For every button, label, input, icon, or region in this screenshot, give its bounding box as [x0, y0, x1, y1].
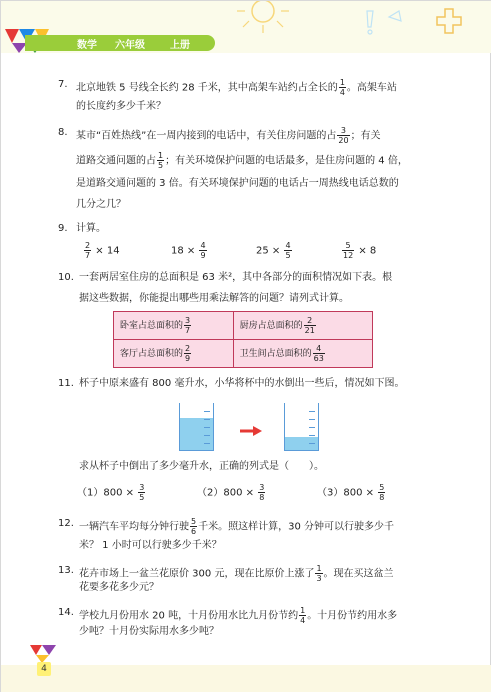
- q12-line2: 米？ 1 小时可以行驶多少千米？: [79, 540, 222, 551]
- header-grade: 六年级: [115, 40, 145, 51]
- q8-line2: 道路交通问题的占 $\frac{1}{5}$ ；有关环境保护问题的电话最多，是住房问题的 4 倍，: [76, 151, 408, 170]
- q9-item-3: 25 × $\frac{4}{5}$: [256, 241, 291, 260]
- q7-line1: [76, 78, 397, 97]
- q11-question: 求从杯子中倒出了多少毫升水，正确的列式是（ ）。: [79, 461, 324, 472]
- q7-fraction: $\frac{1}{4}$: [339, 78, 345, 97]
- q14-label: 14.: [58, 607, 74, 618]
- table-cell: 卧室占总面积的 $\frac{3}{7}$: [114, 312, 234, 340]
- q14-line1: 学校九月份用水 20 吨，十月份用水比九月份节约 $\frac{1}{4}$ 。十月份节约用水多: [79, 606, 398, 625]
- q9-label: 9.: [58, 223, 68, 234]
- q14-fraction: $\frac{1}{4}$: [300, 606, 306, 625]
- q9-item-2: 18 × $\frac{4}{9}$: [171, 241, 206, 260]
- q13-line1: 花卉市场上一盆兰花原价 300 元，现在比原价上涨了 $\frac{1}{3}$ 。现在买这盆兰: [79, 564, 394, 583]
- q13-fraction: $\frac{1}{3}$: [316, 564, 322, 583]
- q8-fraction-1: $\frac{3}{20}$: [338, 126, 349, 145]
- table-row: [114, 340, 373, 368]
- beaker-before: [179, 403, 214, 451]
- q14-line2: 少吨？十月份实际用水多少吨？: [79, 626, 219, 637]
- q12-line1: 一辆汽车平均每分钟行驶 $\frac{5}{6}$ 千米。照这样计算，30 分钟可以行驶多少千: [79, 517, 394, 536]
- q9-title: 计算。: [76, 223, 106, 234]
- table-cell: 厨房占总面积的 $\frac{2}{21}$: [233, 312, 372, 340]
- q10-line2: 据这些数据，你能提出哪些用乘法解答的问题？请列式计算。: [79, 293, 349, 304]
- q8-line4: 几分之几？: [76, 199, 126, 210]
- q9-item-4: $\frac{5}{12}$ × 8: [343, 241, 377, 260]
- q11-option-1[interactable]: （1）800 × $\frac{3}{5}$: [77, 483, 145, 502]
- q11-option-2[interactable]: （2）800 × $\frac{3}{8}$: [197, 483, 265, 502]
- header-bar: [25, 35, 215, 51]
- q7-label: 7.: [58, 79, 68, 90]
- q7-text-b: 。高架车站: [346, 82, 397, 94]
- table-cell: 客厅占总面积的 $\frac{2}{9}$: [114, 340, 234, 368]
- q13-line2: 花要多花多少元？: [79, 582, 159, 593]
- table-cell: 卫生间占总面积的 $\frac{4}{63}$: [233, 340, 372, 368]
- q8-fraction-2: $\frac{1}{5}$: [158, 151, 164, 170]
- q10-line1: 一套两居室住房的总面积是 63 米²，其中各部分的面积情况如下表。根: [79, 272, 393, 283]
- q12-label: 12.: [58, 518, 74, 529]
- q7-line2: 的长度约多少千米？: [76, 101, 166, 112]
- q12-fraction: $\frac{5}{6}$: [191, 517, 197, 536]
- header-subject: 数学: [77, 40, 97, 51]
- q8-line1: 某市“百姓热线”在一周内接到的电话中，有关住房问题的占 $\frac{3}{20}$ ；有关: [76, 126, 381, 145]
- header-volume: 上册: [170, 40, 190, 51]
- q10-label: 10.: [58, 272, 74, 283]
- q11-line1: 杯子中原来盛有 800 毫升水，小华将杯中的水倒出一些后，情况如下图。: [79, 378, 405, 389]
- bottom-decoration-band: [1, 665, 491, 692]
- beaker-after: [284, 403, 319, 451]
- area-table: [113, 311, 373, 368]
- page-number: 4: [37, 662, 51, 676]
- q11-option-3[interactable]: （3）800 × $\frac{5}{8}$: [317, 483, 385, 502]
- q8-line3: 是道路交通问题的 3 倍。有关环境保护问题的电话占一周热线电话总数的: [76, 178, 399, 189]
- q8-label: 8.: [58, 127, 68, 138]
- q9-item-1: $\frac{2}{7}$ × 14: [85, 241, 120, 260]
- q11-label: 11.: [58, 378, 74, 389]
- table-row: [114, 312, 373, 340]
- arrow-right-icon: [239, 425, 263, 437]
- q13-label: 13.: [58, 565, 74, 576]
- q7-text-a: 北京地铁 5 号线全长约 28 千米，其中高架车站约占全长的: [76, 82, 338, 94]
